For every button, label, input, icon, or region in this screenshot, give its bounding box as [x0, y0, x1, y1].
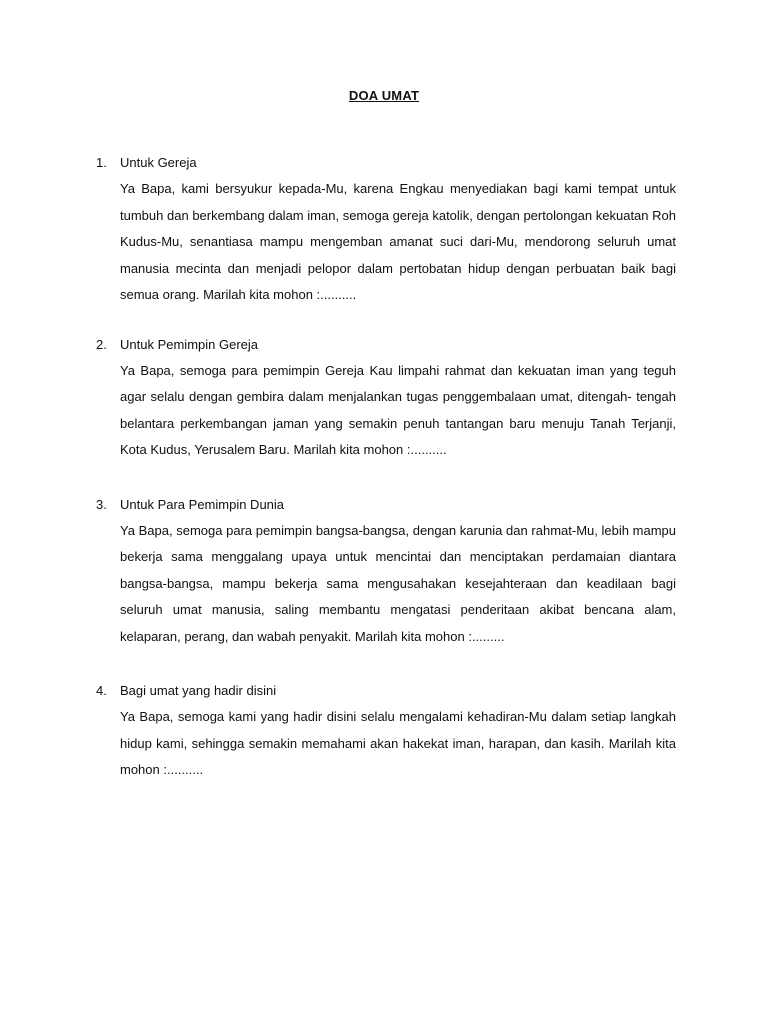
spacer: [96, 464, 676, 492]
prayer-item-body: Ya Bapa, kami bersyukur kepada-Mu, karena Engkau menyediakan bagi kami tempat untuk tumbuh dan berkembang dalam iman, semoga gereja katolik, dengan pertolongan kekuatan Roh Kudus-Mu, senantiasa mampu mengemban amanat suci dari-Mu, mendorong seluruh umat manusia mecinta dan menjadi pelopor dalam pertobatan hidup dengan perbuatan baik bagi semua orang. Marilah kita mohon :..........: [120, 181, 676, 302]
prayer-item-number: 1.: [96, 155, 107, 170]
spacer: [96, 309, 676, 332]
prayer-item-heading: Untuk Para Pemimpin Dunia: [120, 496, 285, 512]
prayer-item-body: Ya Bapa, semoga para pemimpin Gereja Kau limpahi rahmat dan kekuatan iman yang teguh agar selalu dengan gembira dalam menjalankan tugas penggembalaan umat, ditengah- tengah belantara perkembangan jaman yang semakin penuh tantangan baru menuju Tanah Terjanji, Kota Kudus, Yerusalem Baru. Marilah kita mohon :..........: [120, 362, 676, 457]
prayer-item-2: [96, 332, 676, 464]
prayer-item-header: [96, 678, 676, 704]
prayer-item-heading: Bagi umat yang hadir disini: [120, 683, 277, 698]
spacer: [96, 650, 676, 678]
prayer-item-4: [96, 678, 676, 784]
prayer-item-number: 4.: [96, 683, 107, 698]
prayer-item-number: 3.: [96, 496, 107, 512]
prayer-item-1: [96, 150, 676, 309]
prayer-list: [96, 150, 676, 784]
prayer-item-header: [96, 492, 676, 518]
prayer-item-3: [96, 492, 676, 651]
prayer-item-body: Ya Bapa, semoga kami yang hadir disini selalu mengalami kehadiran-Mu dalam setiap langkah hidup kami, sehingga semakin memahami akan hakekat iman, harapan, dan kasih. Marilah kita mohon :..........: [120, 709, 676, 777]
prayer-item-heading: Untuk Pemimpin Gereja: [120, 336, 258, 352]
prayer-item-heading: Untuk Gereja: [120, 155, 197, 170]
prayer-item-header: [96, 150, 676, 176]
page-title: DOA UMAT: [348, 88, 420, 103]
prayer-item-number: 2.: [96, 336, 107, 352]
prayer-item-header: [96, 332, 676, 358]
prayer-item-body: Ya Bapa, semoga para pemimpin bangsa-bangsa, dengan karunia dan rahmat-Mu, lebih mampu bekerja sama menggalang upaya untuk mencintai dan menciptakan perdamaian diantara bangsa-bangsa, mampu bekerja sama mengusahakan kesejahteraan dan keadilaan bagi seluruh umat manusia, saling membantu mengatasi penderitaan akibat bencana alam, kelaparan, perang, dan wabah penyakit. Marilah kita mohon :.........: [120, 522, 676, 644]
